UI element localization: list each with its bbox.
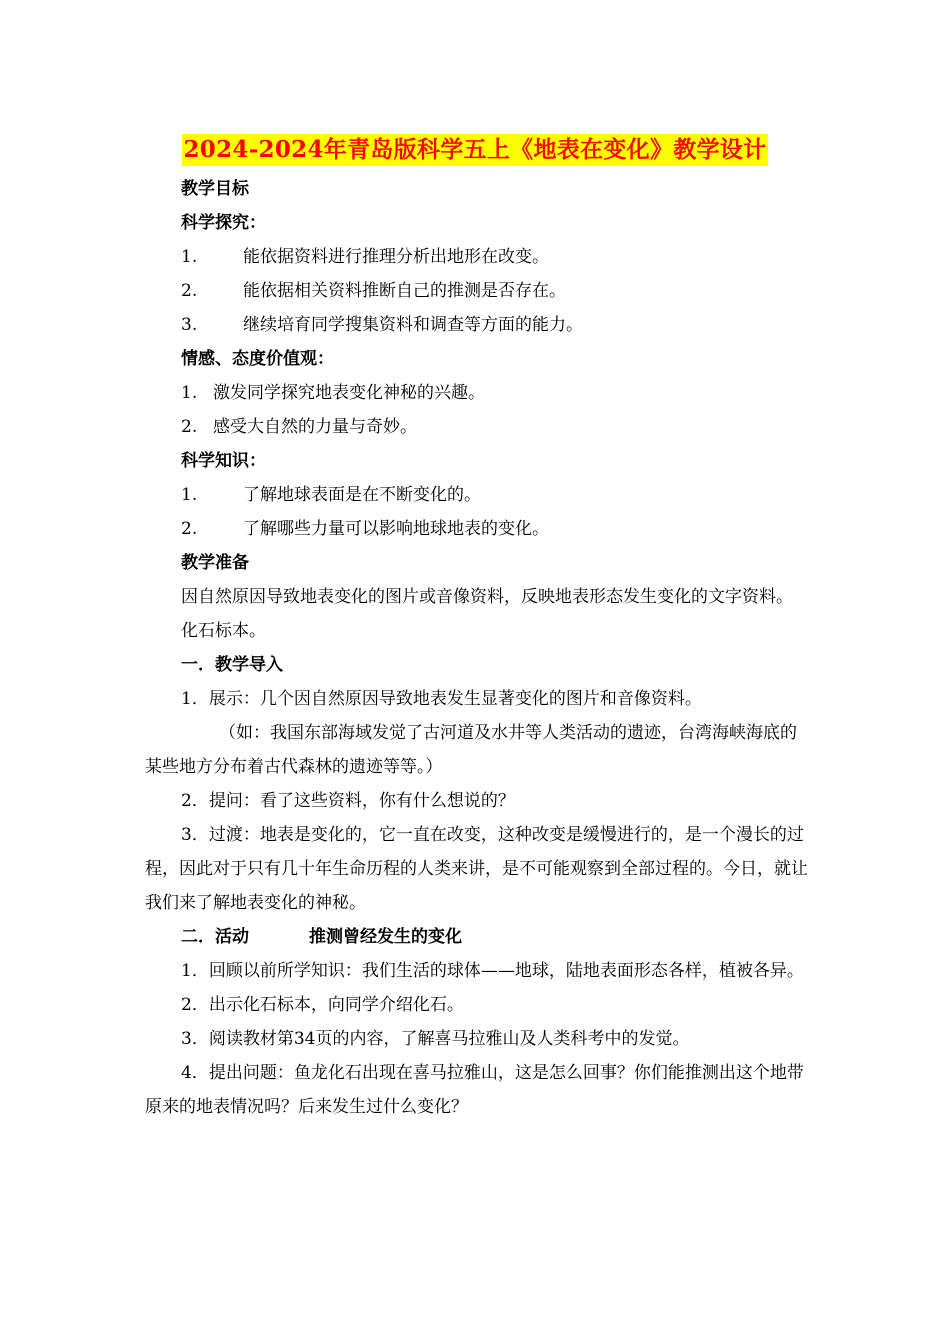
item-number: 1.: [181, 485, 198, 505]
section2-heading: [145, 920, 810, 954]
item-text: 激发同学探究地表变化神秘的兴趣。: [213, 383, 485, 403]
item-number: 2.: [181, 281, 198, 301]
section2-item: 2．出示化石标本，向同学介绍化石。: [181, 995, 464, 1015]
section1-item: 1．展示：几个因自然原因导致地表发生显著变化的图片和音像资料。: [181, 689, 702, 709]
item-text: 了解地球表面是在不断变化的。: [243, 485, 481, 505]
item-text: 能依据资料进行推理分析出地形在改变。: [243, 247, 549, 267]
knowledge-item: [145, 512, 810, 546]
inquiry-item: [145, 308, 810, 342]
item-number: 2.: [181, 519, 198, 539]
preparation-paragraph: 化石标本。: [181, 621, 266, 641]
knowledge-item: [145, 478, 810, 512]
attitude-item: [145, 376, 810, 410]
preparation-heading: 教学准备: [181, 553, 249, 573]
preparation-paragraph: 因自然原因导致地表变化的图片或音像资料，反映地表形态发生变化的文字资料。: [181, 587, 793, 607]
section2-item: 3．阅读教材第34页的内容，了解喜马拉雅山及人类科考中的发觉。: [181, 1029, 690, 1049]
objectives-heading: 教学目标: [181, 179, 249, 199]
item-number: 1.: [181, 247, 198, 267]
inquiry-item: [145, 240, 810, 274]
section1-heading: 一．教学导入: [181, 655, 283, 675]
document-body: [145, 172, 810, 1124]
section2-item: 1．回顾以前所学知识：我们生活的球体——地球，陆地表面形态各样，植被各异。: [181, 961, 804, 981]
section1-example: （如：我国东部海域发觉了古河道及水井等人类活动的遗迹，台湾海峡海底的某些地方分布着古代森林的遗迹等等。）: [145, 723, 797, 777]
item-text: 了解哪些力量可以影响地球地表的变化。: [243, 519, 549, 539]
item-text: 感受大自然的力量与奇妙。: [213, 417, 417, 437]
inquiry-item: [145, 274, 810, 308]
inquiry-heading: 科学探究：: [181, 213, 266, 233]
section2-item: 4．提出问题：鱼龙化石出现在喜马拉雅山，这是怎么回事？你们能推测出这个地带原来的地表情况吗？后来发生过什么变化？: [145, 1063, 804, 1117]
section2-heading-number: 二．活动: [181, 927, 249, 947]
section2-heading-text: 推测曾经发生的变化: [309, 927, 462, 947]
attitude-heading: 情感、态度价值观：: [181, 349, 334, 369]
item-number: 3.: [181, 315, 198, 335]
section1-item: 3．过渡：地表是变化的，它一直在改变，这种改变是缓慢进行的，是一个漫长的过程，因此对于只有几十年生命历程的人类来讲，是不可能观察到全部过程的。今日，就让我们来了解地表变化的神秘。: [145, 825, 808, 913]
title-area: [0, 134, 950, 166]
item-number: 1.: [181, 383, 198, 403]
document-title: 2024-2024年青岛版科学五上《地表在变化》教学设计: [182, 134, 769, 166]
section1-item: 2．提问：看了这些资料，你有什么想说的？: [181, 791, 515, 811]
knowledge-heading: 科学知识：: [181, 451, 266, 471]
attitude-item: [145, 410, 810, 444]
item-number: 2.: [181, 417, 198, 437]
item-text: 继续培育同学搜集资料和调查等方面的能力。: [243, 315, 583, 335]
item-text: 能依据相关资料推断自己的推测是否存在。: [243, 281, 566, 301]
